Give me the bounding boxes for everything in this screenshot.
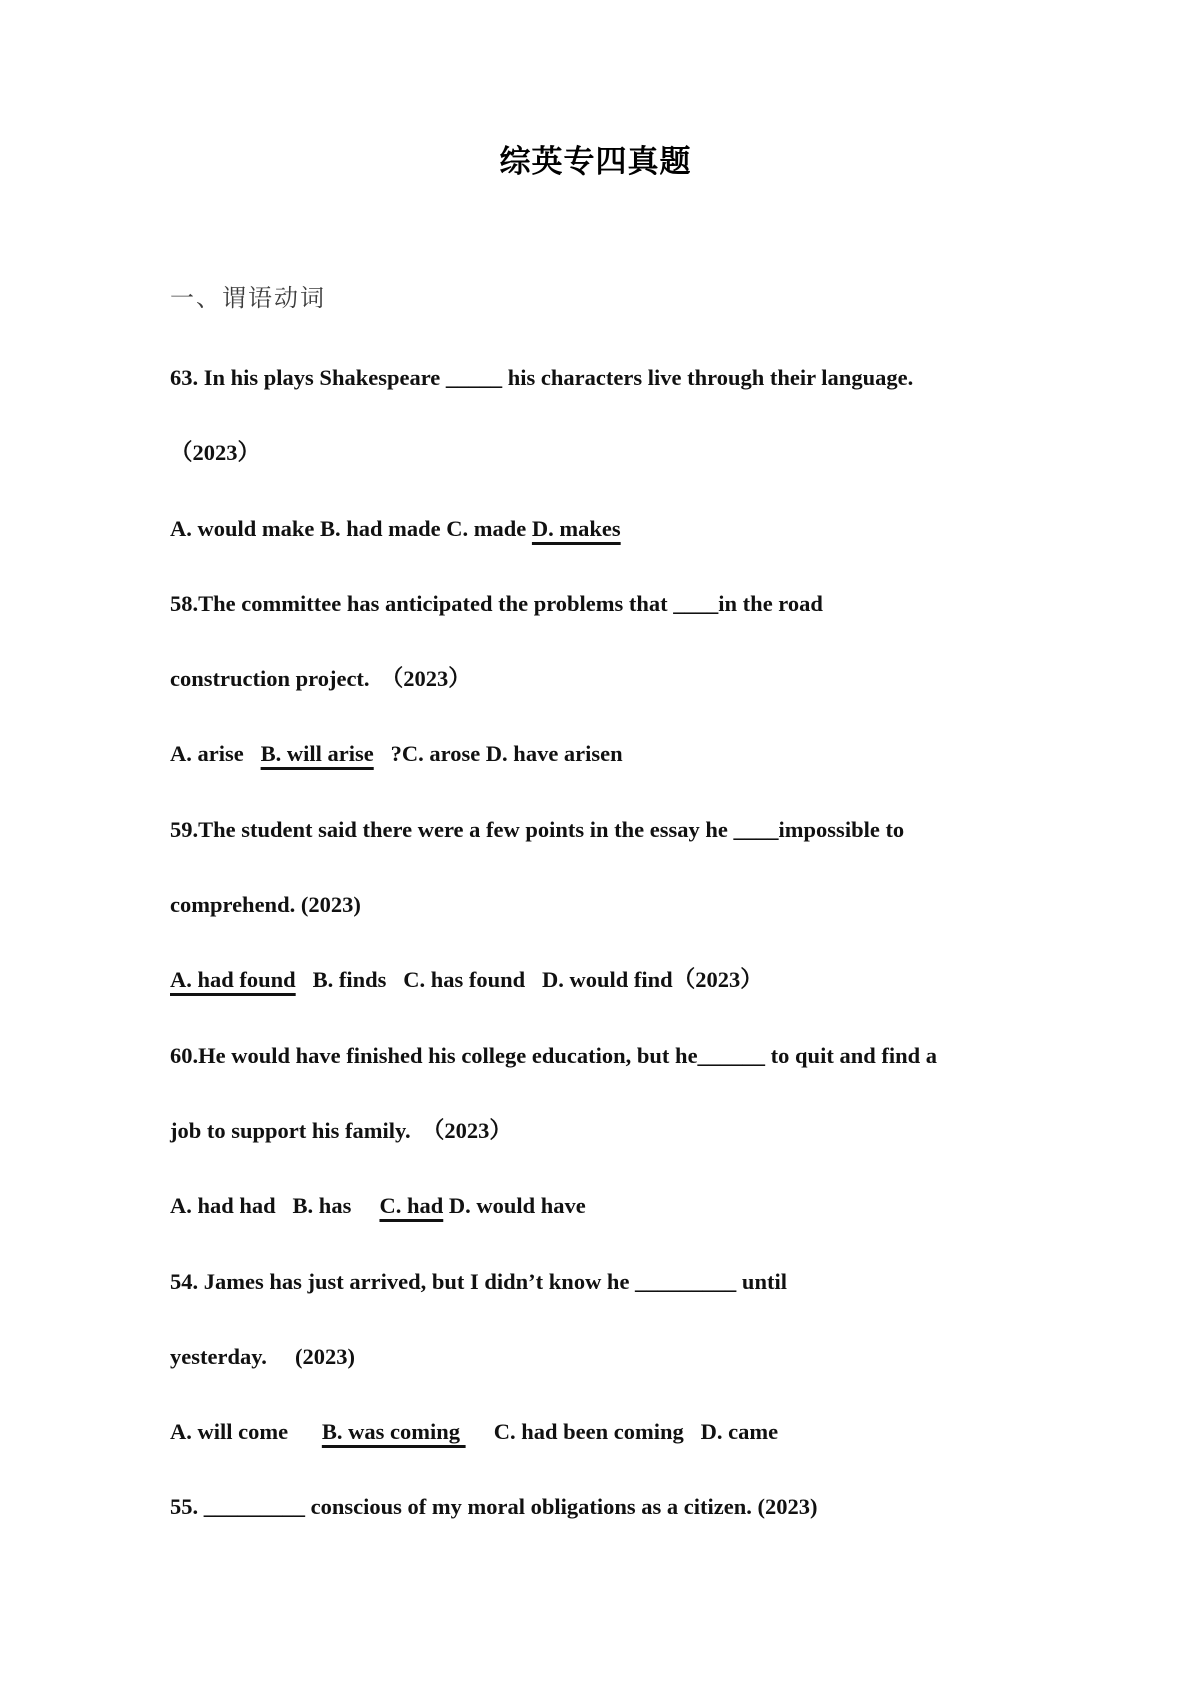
question-line: [170, 792, 1050, 867]
text-segment: 58.The committee has anticipated the problems that ____in the road: [170, 590, 823, 616]
question-line: [170, 566, 1050, 641]
options-line: [170, 1168, 1050, 1243]
question-line: [170, 340, 1050, 415]
text-segment: yesterday. (2023): [170, 1343, 355, 1369]
text-segment: comprehend. (2023): [170, 892, 361, 918]
text-segment: B. finds C. has found D. would find（2023）: [295, 967, 763, 993]
text-segment: D. would have: [443, 1193, 586, 1219]
text-segment: 54. James has just arrived, but I didn’t know he _________ until: [170, 1268, 787, 1294]
options-line: [170, 942, 1050, 1017]
question-cont-line: [170, 1093, 1050, 1168]
question-lines-container: [170, 340, 1050, 1545]
answer-underlined: C. had: [379, 1193, 444, 1219]
text-segment: construction project. （2023）: [170, 666, 471, 692]
text-segment: ?C. arose D. have arisen: [373, 741, 623, 767]
text-segment: 55. _________ conscious of my moral obligations as a citizen. (2023): [170, 1494, 818, 1520]
text-segment: 63. In his plays Shakespeare _____ his characters live through their language.: [170, 365, 914, 390]
text-segment: C. had been coming D. came: [465, 1419, 779, 1445]
question-cont-line: [170, 867, 1050, 942]
question-cont-line: [170, 1319, 1050, 1394]
text-segment: （2023）: [170, 440, 261, 466]
answer-underlined: B. will arise: [260, 741, 374, 767]
page-title: 综英专四真题: [499, 144, 692, 180]
options-line: [170, 491, 1050, 566]
answer-underlined: D. makes: [531, 515, 621, 541]
question-line: [170, 1018, 1050, 1093]
options-line: [170, 1394, 1050, 1469]
section-heading: 一、谓语动词: [170, 286, 326, 312]
text-segment: job to support his family. （2023）: [170, 1117, 512, 1143]
question-line: [170, 1469, 1050, 1544]
answer-underlined: B. was coming: [321, 1419, 466, 1445]
text-segment: A. had had B. has: [170, 1193, 380, 1219]
question-cont-line: [170, 641, 1050, 716]
question-line: [170, 1244, 1050, 1319]
year-line: [170, 415, 1050, 490]
text-segment: 60.He would have finished his college education, but he______ to quit and find a: [170, 1042, 937, 1068]
text-segment: 59.The student said there were a few points in the essay he ____impossible to: [170, 816, 905, 842]
text-segment: A. would make B. had made C. made: [170, 515, 532, 541]
options-line: [170, 716, 1050, 791]
text-segment: A. will come: [170, 1419, 322, 1445]
text-segment: A. arise: [170, 741, 261, 767]
answer-underlined: A. had found: [170, 967, 296, 993]
